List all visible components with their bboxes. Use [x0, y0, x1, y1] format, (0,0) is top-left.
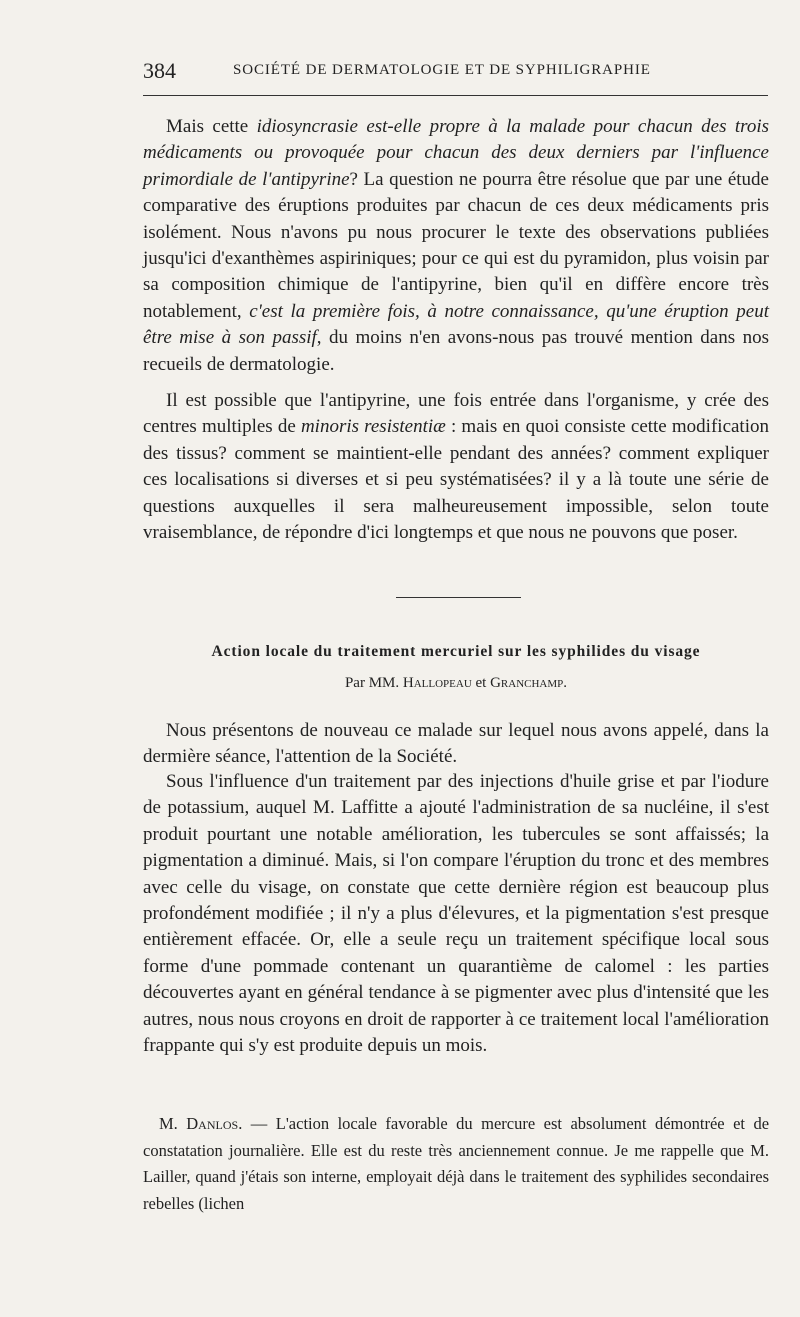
paragraph-antipyrine — [143, 388, 769, 546]
header-rule — [143, 95, 768, 96]
italic-run: minoris resistentiæ — [300, 416, 446, 438]
section-authors — [143, 675, 769, 692]
paragraph-presentation: Nous présentons de nouveau ce malade sur lequel nous avons appelé, dans la dermière séance, l'attention de la Société. — [143, 720, 769, 768]
authors-prefix: Par MM. — [344, 675, 403, 691]
running-head: SOCIÉTÉ DE DERMATOLOGIE ET DE SYPHILIGRAPHIE — [233, 62, 651, 78]
paragraph-idiosyncrasie — [143, 114, 769, 378]
discussion-remark — [143, 1111, 769, 1217]
section-title: Action locale du traitement mercuriel sur les syphilides du visage — [211, 643, 701, 660]
speaker-dash: . — — [238, 1114, 276, 1133]
italic-run: c'est la première fois, à notre connaissance, qu'une éruption peut être mise à son passif — [143, 300, 769, 349]
speaker-prefix: M. — [159, 1114, 187, 1133]
author-name: Hallopeau — [402, 675, 472, 691]
text-run: ? La question ne pourra être résolue que par une étude comparative des éruptions produites par chacun de ces deux médicaments pris isolément. Nous n'avons pu nous procurer le texte des observations publiées jusqu'ici d'exanthèmes aspiriniques; pour ce qui est du pyramidon, plus voisin par sa composition chimique de l'antipyrine, bien qu'il en diffère encore très notablement, — [143, 168, 769, 322]
paragraph-traitement: Sous l'influence d'un traitement par des injections d'huile grise et par l'iodure de potassium, auquel M. Laffitte a ajouté l'administration de sa nucléine, il s'est produit pourtant une notable amélioration, les tubercules se sont affaissés; la pigmentation a diminué. Mais, si l'on compare l'éruption du tronc et des membres avec celle du visage, on constate que cette dernière région est beaucoup plus profondément modifiée ; il n'y a plus d'élevures, et la pigmentation s'est presque entièrement effacée. Or, elle a seule reçu un traitement spécifique local sous forme d'une pommade contenant un quarantième de calomel : les parties découvertes ayant en général tendance à se pigmenter avec plus d'intensité que les autres, nous nous croyons en droit de rapporter à ce traitement local l'amélioration frappante qui s'y est produite depuis un mois. — [143, 771, 769, 1057]
italic-run: idiosyncrasie est-elle propre à la malade pour chacun des trois médicaments ou provoquée pour chacun des deux derniers par l'influence primordiale de l'antipyrine — [143, 116, 769, 190]
page-number: 384 — [143, 58, 176, 83]
authors-suffix: . — [563, 675, 568, 691]
authors-joiner: et — [471, 675, 491, 691]
text-run: Mais cette — [166, 116, 257, 137]
page-header — [143, 58, 768, 88]
discussion-text: L'action locale favorable du mercure est absolument démontrée et de constatation journalière. Elle est du reste très anciennement connue. Je me rappelle que M. Lailler, quand j'étais son interne, employait déjà dans le traitement des syphilides secondaires rebelles (lichen — [143, 1114, 770, 1213]
text-run: Il est possible que l'antipyrine, une fois entrée dans l'organisme, y crée des centres multiples de — [143, 390, 769, 438]
speaker-name: Danlos — [186, 1114, 239, 1133]
author-name: Granchamp — [490, 675, 564, 691]
text-run: : mais en quoi consiste cette modification des tissus? comment se maintient-elle pendant des années? comment expliquer ces localisations si diverses et si peu systématisées? il y a là toute une série de questions auxquelles il sera malheureusement impossible, selon toute vraisemblance, de répondre d'ici longtemps et que nous ne pouvons que poser. — [143, 416, 769, 544]
text-run: , du moins n'en avons-nous pas trouvé mention dans nos recueils de dermatologie. — [143, 327, 770, 375]
section-separator — [396, 597, 521, 598]
